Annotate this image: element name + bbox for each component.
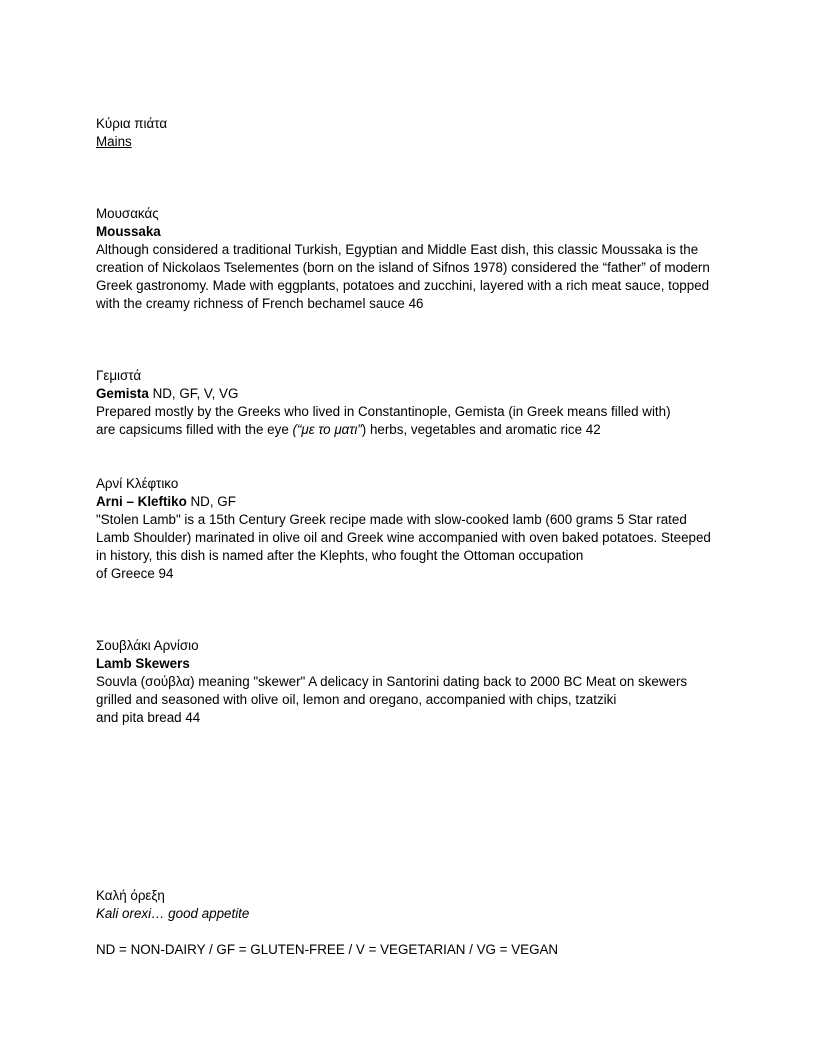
dish-lamb-skewers <box>96 637 726 727</box>
closing-english: Kali orexi… good appetite <box>96 906 250 921</box>
dish-tags: ND, GF <box>190 494 236 509</box>
dish-arni-kleftiko <box>96 475 726 583</box>
dish-description-line: grilled and seasoned with olive oil, lemon and oregano, accompanied with chips, tzatziki <box>96 692 617 707</box>
closing-note <box>96 887 726 923</box>
dish-name: Arni – Kleftiko <box>96 494 187 509</box>
dish-name: Moussaka <box>96 224 161 239</box>
dish-description-line: and pita bread 44 <box>96 710 201 725</box>
dish-description-line: of Greece 94 <box>96 566 174 581</box>
section-title-english: Mains <box>96 134 132 149</box>
legend-text: ND = NON-DAIRY / GF = GLUTEN-FREE / V = VEGETARIAN / VG = VEGAN <box>96 942 559 957</box>
dish-moussaka <box>96 205 726 313</box>
dish-title-line <box>96 493 726 511</box>
section-title-greek: Κύρια πιάτα <box>96 116 168 131</box>
dish-description-line: with the creamy richness of French bechamel sauce 46 <box>96 296 424 311</box>
closing-greek: Καλή όρεξη <box>96 888 165 903</box>
dietary-legend <box>96 941 726 959</box>
dish-description-line: Lamb Shoulder) marinated in olive oil and Greek wine accompanied with oven baked potatoes. Steeped <box>96 530 711 545</box>
description-italic-text: (“με το ματι” <box>292 422 362 437</box>
dish-title-line <box>96 385 726 403</box>
dish-name: Lamb Skewers <box>96 656 190 671</box>
dish-gemista <box>96 367 726 439</box>
dish-description-line <box>96 421 726 439</box>
dish-greek-name: Γεμιστά <box>96 368 142 383</box>
dish-greek-name: Σουβλάκι Αρνίσιο <box>96 638 199 653</box>
dish-description-line: Prepared mostly by the Greeks who lived in Constantinople, Gemista (in Greek means filled with) <box>96 404 671 419</box>
description-text: are capsicums filled with the eye <box>96 422 293 437</box>
dish-greek-name: Μουσακάς <box>96 206 159 221</box>
dish-tags: ND, GF, V, VG <box>152 386 239 401</box>
section-heading <box>96 115 726 151</box>
description-text: ) herbs, vegetables and aromatic rice 42 <box>361 422 601 437</box>
dish-greek-name: Αρνί Κλέφτικο <box>96 476 179 491</box>
dish-description-line: creation of Nickolaos Tselementes (born on the island of Sifnos 1978) considered the “father” of modern <box>96 260 710 275</box>
dish-description-line: Souvla (σούβλα) meaning "skewer" A delicacy in Santorini dating back to 2000 BC Meat on skewers <box>96 674 688 689</box>
dish-description-line: Greek gastronomy. Made with eggplants, potatoes and zucchini, layered with a rich meat sauce, topped <box>96 278 710 293</box>
dish-description-line: "Stolen Lamb" is a 15th Century Greek recipe made with slow-cooked lamb (600 grams 5 Star rated <box>96 512 687 527</box>
dish-description-line: in history, this dish is named after the Klephts, who fought the Ottoman occupation <box>96 548 584 563</box>
dish-name: Gemista <box>96 386 149 401</box>
dish-description-line: Although considered a traditional Turkish, Egyptian and Middle East dish, this classic Moussaka is the <box>96 242 699 257</box>
